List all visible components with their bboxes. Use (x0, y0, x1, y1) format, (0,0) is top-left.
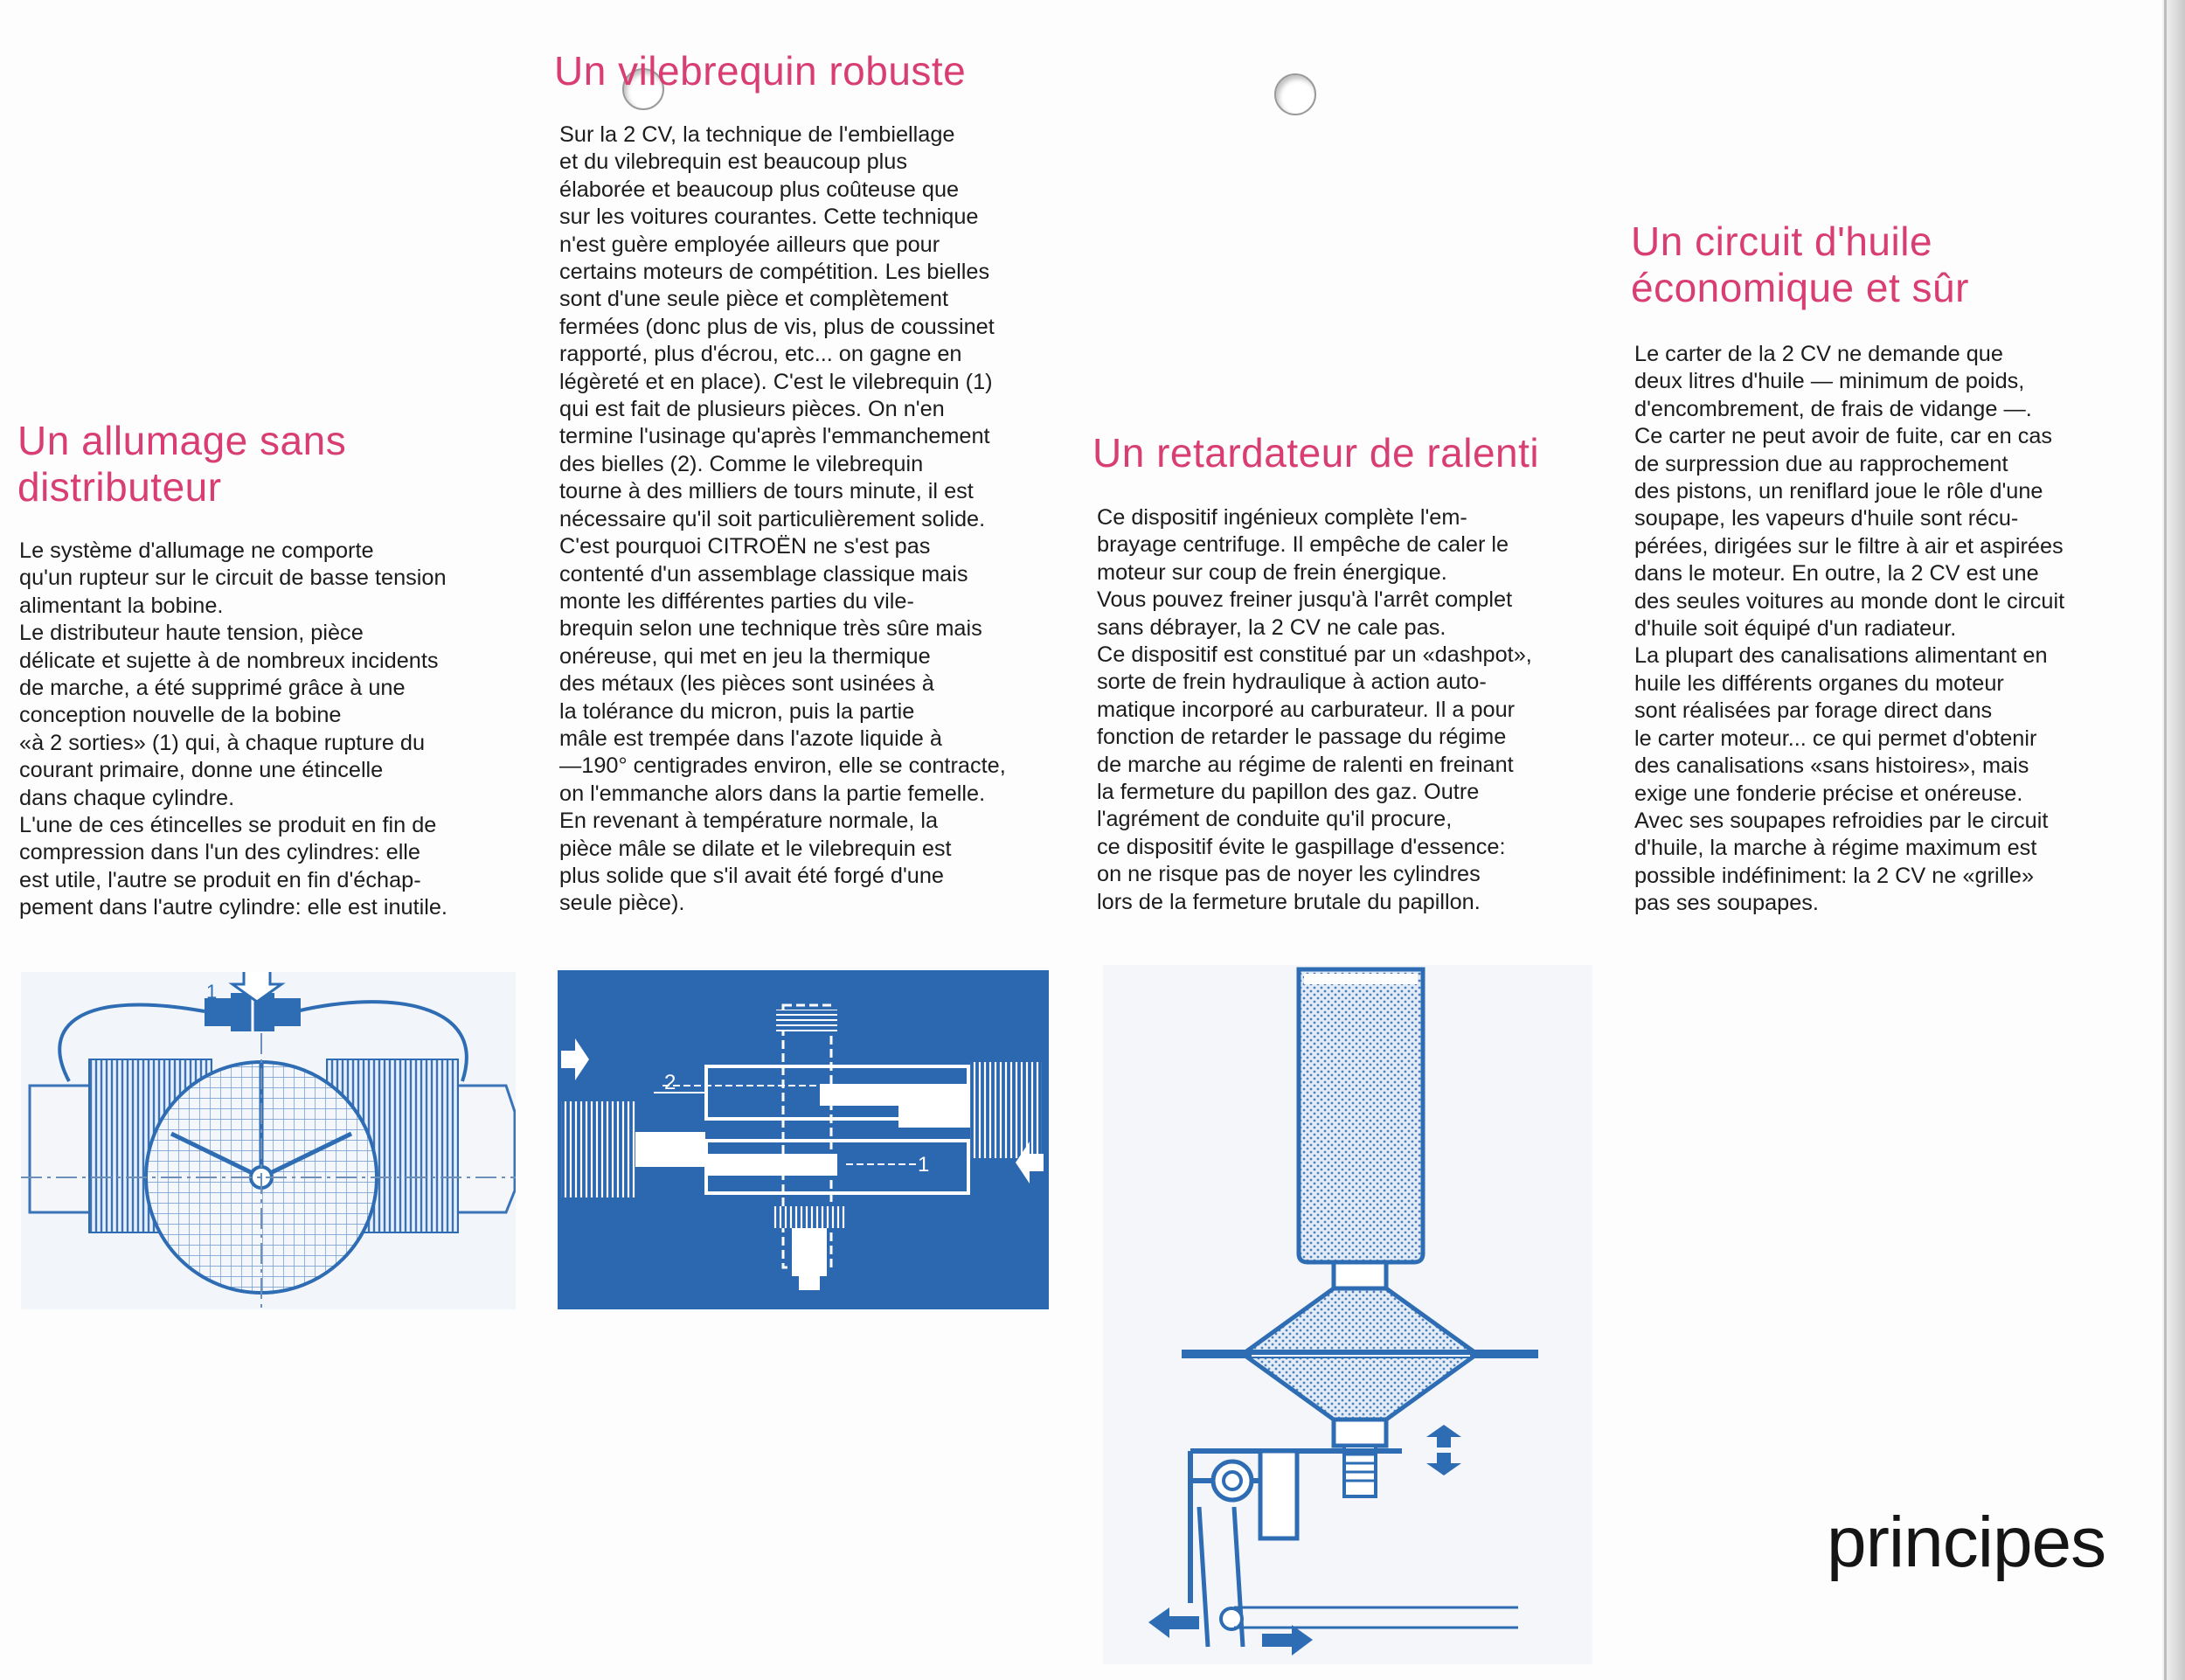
text-line: des canalisations «sans histoires», mais (1634, 753, 2029, 779)
text-line: courant primaire, donne une étincelle (19, 758, 384, 783)
text-line: «à 2 sorties» (1) qui, à chaque rupture du (19, 730, 426, 755)
text-line: qu'un rupteur sur le circuit de basse tension (19, 566, 447, 591)
text-line: soupape, les vapeurs d'huile sont récu- (1634, 506, 2019, 531)
text-line: légèreté et en place). C'est le vilebrequin (1) (559, 369, 993, 394)
text-line: la tolérance du micron, puis la partie (559, 698, 915, 724)
text-line: des seules voitures au monde dont le circuit (1634, 588, 2065, 614)
text-line: des pistons, un reniflard joue le rôle d'une (1634, 479, 2043, 504)
text-line: moteur sur coup de frein énergique. (1097, 559, 1447, 585)
text-line: rapporté, plus d'écrou, etc... on gagne en (559, 342, 962, 367)
text-line: délicate et sujette à de nombreux incidents (19, 648, 439, 673)
heading-allumage-line2: distributeur (17, 464, 222, 510)
page-binding-edge (2162, 0, 2185, 1680)
text-line: L'une de ces étincelles se produit en fin de (19, 813, 437, 838)
text-line: C'est pourquoi CITROËN ne s'est pas (559, 534, 931, 559)
figure-bobine-label-1: 1 (206, 981, 218, 1003)
heading-allumage (17, 418, 346, 510)
text-line: d'huile soit équipé d'un radiateur. (1634, 616, 1957, 642)
text-line: Ce dispositif est constitué par un «dashpot», (1097, 642, 1532, 668)
text-line: de surpression due au rapprochement (1634, 451, 2008, 476)
text-line: alimentant la bobine. (19, 593, 224, 618)
text-line: contenté d'un assemblage classique mais (559, 561, 968, 587)
text-line: termine l'usinage qu'après l'emmanchement (559, 424, 990, 449)
text-line: plus solide que s'il avait été forgé d'une (559, 863, 944, 888)
heading-huile-line1: Un circuit d'huile (1631, 219, 1933, 264)
text-line: compression dans l'un des cylindres: elle (19, 840, 421, 865)
text-line: dans chaque cylindre. (19, 785, 235, 810)
text-line: nécessaire qu'il soit particulièrement solide. (559, 506, 986, 531)
text-line: tourne à des milliers de tours minute, il est (559, 479, 974, 504)
text-line: pérées, dirigées sur le filtre à air et aspirées (1634, 533, 2064, 559)
text-retardateur (1097, 504, 1532, 916)
text-allumage (19, 538, 447, 922)
text-line: Ce carter ne peut avoir de fuite, car en cas (1634, 424, 2053, 449)
text-line: la fermeture du papillon des gaz. Outre (1097, 780, 1480, 805)
heading-allumage-line1: Un allumage sans (17, 418, 347, 463)
figure-dashpot (1103, 965, 1592, 1664)
text-line: possible indéfiniment: la 2 CV ne «grille» (1634, 863, 2035, 888)
text-line: élaborée et beaucoup plus coûteuse que (559, 177, 960, 202)
text-line: pièce mâle se dilate et le vilebrequin est (559, 836, 952, 861)
text-line: sur les voitures courantes. Cette technique (559, 205, 979, 230)
text-line: pement dans l'autre cylindre: elle est inutile. (19, 895, 447, 920)
figure-bobine (21, 972, 516, 1309)
text-line: Ce dispositif ingénieux complète l'em- (1097, 505, 1467, 530)
text-line: sont réalisées par forage direct dans (1634, 698, 1993, 724)
punch-hole-right (1274, 73, 1316, 115)
text-line: dans le moteur. En outre, la 2 CV est une (1634, 561, 2039, 587)
text-line: deux litres d'huile — minimum de poids, (1634, 369, 2025, 394)
text-line: on l'emmanche alors dans la partie femelle. (559, 781, 986, 806)
text-line: sont d'une seule pièce et complètement (559, 287, 948, 312)
text-line: matique incorporé au carburateur. Il a pour (1097, 697, 1516, 722)
text-line: —190° centigrades environ, elle se contracte, (559, 753, 1006, 779)
figure-vilebrequin-label-1: 1 (918, 1153, 930, 1177)
text-line: En revenant à température normale, la (559, 809, 939, 834)
figure-vilebrequin (558, 970, 1049, 1309)
text-line: ce dispositif évite le gaspillage d'essence: (1097, 834, 1506, 859)
text-vilebrequin (559, 121, 1006, 918)
text-line: monte les différentes parties du vile- (559, 588, 914, 614)
text-huile (1634, 341, 2064, 918)
text-line: fonction de retarder le passage du régime (1097, 725, 1507, 750)
text-line: d'encombrement, de frais de vidange —. (1634, 396, 2032, 421)
footer-word-principes: principes (1827, 1503, 2106, 1582)
text-line: onéreuse, qui met en jeu la thermique (559, 643, 931, 669)
heading-vilebrequin: Un vilebrequin robuste (554, 48, 967, 94)
text-line: le carter moteur... ce qui permet d'obtenir (1634, 725, 2037, 751)
text-line: seule pièce). (559, 891, 685, 916)
text-line: et du vilebrequin est beaucoup plus (559, 149, 908, 175)
text-line: n'est guère employée ailleurs que pour (559, 232, 940, 257)
heading-huile (1631, 219, 1969, 311)
text-line: fermées (donc plus de vis, plus de coussinet (559, 314, 995, 339)
text-line: brequin selon une technique très sûre mais (559, 616, 982, 642)
heading-retardateur: Un retardateur de ralenti (1092, 430, 1540, 476)
text-line: pas ses soupapes. (1634, 891, 1819, 916)
text-line: Sur la 2 CV, la technique de l'embiellage (559, 122, 955, 147)
text-line: brayage centrifuge. Il empêche de caler le (1097, 532, 1509, 558)
text-line: Le carter de la 2 CV ne demande que (1634, 342, 2003, 366)
text-line: l'agrément de conduite qu'il procure, (1097, 807, 1453, 832)
text-line: Avec ses soupapes refroidies par le circuit (1634, 808, 2049, 833)
text-line: certains moteurs de compétition. Les bielles (559, 260, 990, 285)
text-line: on ne risque pas de noyer les cylindres (1097, 862, 1481, 887)
heading-huile-line2: économique et sûr (1631, 265, 1969, 310)
text-line: d'huile, la marche à régime maximum est (1634, 836, 2037, 861)
text-line: Vous pouvez freiner jusqu'à l'arrêt complet (1097, 587, 1513, 613)
text-line: mâle est trempée dans l'azote liquide à (559, 725, 942, 751)
text-line: sorte de frein hydraulique à action auto- (1097, 670, 1487, 695)
text-line: huile les différents organes du moteur (1634, 670, 2004, 696)
text-line: lors de la fermeture brutale du papillon. (1097, 889, 1481, 914)
figure-vilebrequin-label-2: 2 (664, 1071, 676, 1094)
text-line: exige une fonderie précise et onéreuse. (1634, 781, 2023, 806)
text-line: des bielles (2). Comme le vilebrequin (559, 451, 924, 476)
text-line: Le distributeur haute tension, pièce (19, 621, 364, 646)
text-line: de marche au régime de ralenti en freinant (1097, 752, 1514, 777)
text-line: des métaux (les pièces sont usinées à (559, 671, 934, 697)
text-line: de marche, a été supprimé grâce à une (19, 676, 406, 701)
text-line: La plupart des canalisations alimentant en (1634, 643, 2048, 669)
text-line: conception nouvelle de la bobine (19, 703, 342, 728)
text-line: sans débrayer, la 2 CV ne cale pas. (1097, 614, 1446, 640)
text-line: est utile, l'autre se produit en fin d'échap- (19, 867, 421, 892)
text-line: Le système d'allumage ne comporte (19, 538, 374, 563)
text-line: qui est fait de plusieurs pièces. On n'en (559, 397, 945, 422)
